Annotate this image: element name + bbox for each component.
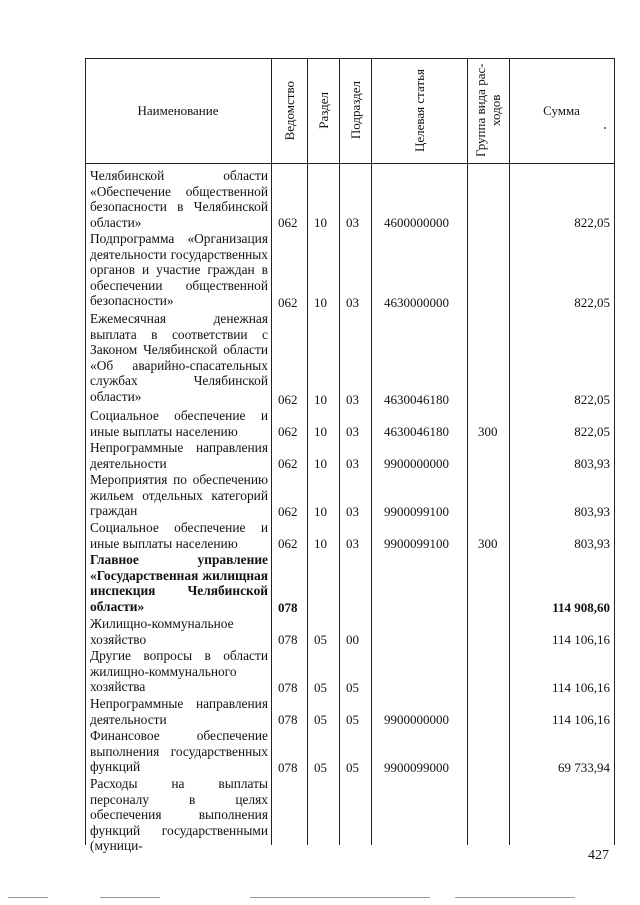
amount: 114 106,16	[551, 632, 610, 647]
col-divider	[271, 58, 272, 845]
scan-artifact	[8, 897, 48, 898]
target-code: 9900000000	[384, 456, 449, 471]
row-name-line: Мероприятия по обеспечению жильем отдельных категорий граждан	[90, 472, 268, 519]
subsection-code: 05	[346, 680, 359, 695]
amount: 822,05	[574, 295, 610, 310]
section-code: 10	[314, 215, 327, 230]
target-code: 4600000000	[384, 215, 449, 230]
header-section-text: Раздел	[315, 92, 331, 129]
row-name-line: Другие вопросы в области жилищно-коммунального хозяйства	[90, 648, 268, 695]
header-department-text: Ведомство	[281, 80, 297, 141]
subsection-code: 03	[346, 215, 359, 230]
amount: 822,05	[574, 392, 610, 407]
section-code: 10	[314, 536, 327, 551]
subsection-code: 05	[346, 760, 359, 775]
row-name	[90, 776, 268, 854]
department-code: 078	[278, 680, 298, 695]
header-amount	[509, 58, 614, 163]
department-code: 062	[278, 504, 298, 519]
target-code: 9900099100	[384, 504, 449, 519]
header-department	[271, 58, 307, 163]
row-name	[90, 520, 268, 551]
header-group	[467, 58, 509, 163]
department-code: 078	[278, 632, 298, 647]
row-name-line: Челябинской области	[90, 168, 268, 183]
amount: 822,05	[574, 424, 610, 439]
page-number: 427	[588, 848, 609, 863]
col-divider	[371, 58, 372, 845]
department-code: 062	[278, 392, 298, 407]
expense-group-code: 300	[478, 424, 498, 439]
expense-group-code: 300	[478, 536, 498, 551]
scan-artifact	[250, 897, 430, 898]
row-name-line: Непрограммные направления деятельности	[90, 440, 268, 471]
row-name	[90, 472, 268, 519]
row-name	[90, 408, 268, 439]
subsection-code: 03	[346, 424, 359, 439]
row-name-line: Расходы на выплаты персоналу в целях обеспечения выполнения функций государственными (муници-	[90, 776, 268, 854]
subsection-code: 03	[346, 536, 359, 551]
row-name-line: Непрограммные направления деятельности	[90, 696, 268, 727]
section-code: 10	[314, 295, 327, 310]
row-name-line: Главное управление «Государственная жилищная инспекция Челябинской области»	[90, 552, 268, 614]
amount: 69 733,94	[558, 760, 610, 775]
col-divider	[339, 58, 340, 845]
row-name-line: Подпрограмма «Организация деятельности государственных органов и участие граждан в обеспечении общественной безопасности»	[90, 231, 268, 309]
subsection-code: 03	[346, 392, 359, 407]
header-rule	[85, 163, 615, 164]
row-name-line: Социальное обеспечение и иные выплаты населению	[90, 520, 268, 551]
subsection-code: 03	[346, 456, 359, 471]
subsection-code: 03	[346, 504, 359, 519]
amount: 822,05	[574, 215, 610, 230]
section-code: 05	[314, 760, 327, 775]
amount: 803,93	[574, 504, 610, 519]
table-border-right	[614, 58, 615, 845]
row-name-line: Социальное обеспечение и иные выплаты населению	[90, 408, 268, 439]
row-name-line: Ежемесячная денежная выплата в соответствии с Законом Челябинской области «Об аварийно-спасательных службах Челябинской области»	[90, 311, 268, 404]
header-name	[85, 58, 271, 163]
department-code: 078	[278, 600, 298, 615]
row-name	[90, 231, 268, 309]
col-divider	[307, 58, 308, 845]
scan-artifact	[100, 897, 160, 898]
amount: 803,93	[574, 536, 610, 551]
scan-artifact	[455, 897, 575, 898]
row-name-line: «Обеспечение общественной безопасности в Челябинской области»	[90, 183, 268, 230]
header-target-text: Целевая статья	[411, 68, 427, 152]
section-code: 10	[314, 504, 327, 519]
section-code: 10	[314, 392, 327, 407]
target-code: 4630046180	[384, 424, 449, 439]
header-section	[307, 58, 339, 163]
department-code: 062	[278, 295, 298, 310]
subsection-code: 00	[346, 632, 359, 647]
target-code: 4630046180	[384, 392, 449, 407]
row-name-line: Жилищно-коммунальное хозяйство	[90, 616, 234, 647]
row-name	[90, 616, 268, 647]
header-group-text: Группа вида рас-ходов	[473, 63, 503, 157]
header-subsection-text: Подраздел	[347, 81, 363, 140]
department-code: 062	[278, 215, 298, 230]
department-code: 078	[278, 760, 298, 775]
row-name	[90, 728, 268, 775]
department-code: 078	[278, 712, 298, 727]
amount: 114 106,16	[551, 712, 610, 727]
section-code: 05	[314, 632, 327, 647]
header-target	[371, 58, 467, 163]
section-code: 10	[314, 456, 327, 471]
amount: 114 106,16	[551, 680, 610, 695]
target-code: 9900099000	[384, 760, 449, 775]
col-divider	[467, 58, 468, 845]
row-name	[90, 648, 268, 695]
header-subsection	[339, 58, 371, 163]
row-name-line: Финансовое обеспечение выполнения государственных функций	[90, 728, 268, 775]
section-code: 10	[314, 424, 327, 439]
subsection-code: 05	[346, 712, 359, 727]
row-name	[90, 552, 268, 614]
amount: 114 908,60	[552, 600, 610, 615]
header-name-text: Наименование	[137, 102, 219, 118]
department-code: 062	[278, 424, 298, 439]
row-name	[90, 168, 268, 230]
row-name	[90, 311, 268, 405]
row-name	[90, 440, 268, 471]
target-code: 9900099100	[384, 536, 449, 551]
section-code: 05	[314, 680, 327, 695]
department-code: 062	[278, 456, 298, 471]
amount: 803,93	[574, 456, 610, 471]
table-border-left	[85, 58, 86, 845]
subsection-code: 03	[346, 295, 359, 310]
section-code: 05	[314, 712, 327, 727]
scan-speck	[604, 127, 606, 129]
header-amount-text: Сумма	[543, 102, 580, 118]
target-code: 4630000000	[384, 295, 449, 310]
target-code: 9900000000	[384, 712, 449, 727]
department-code: 062	[278, 536, 298, 551]
row-name	[90, 696, 268, 727]
